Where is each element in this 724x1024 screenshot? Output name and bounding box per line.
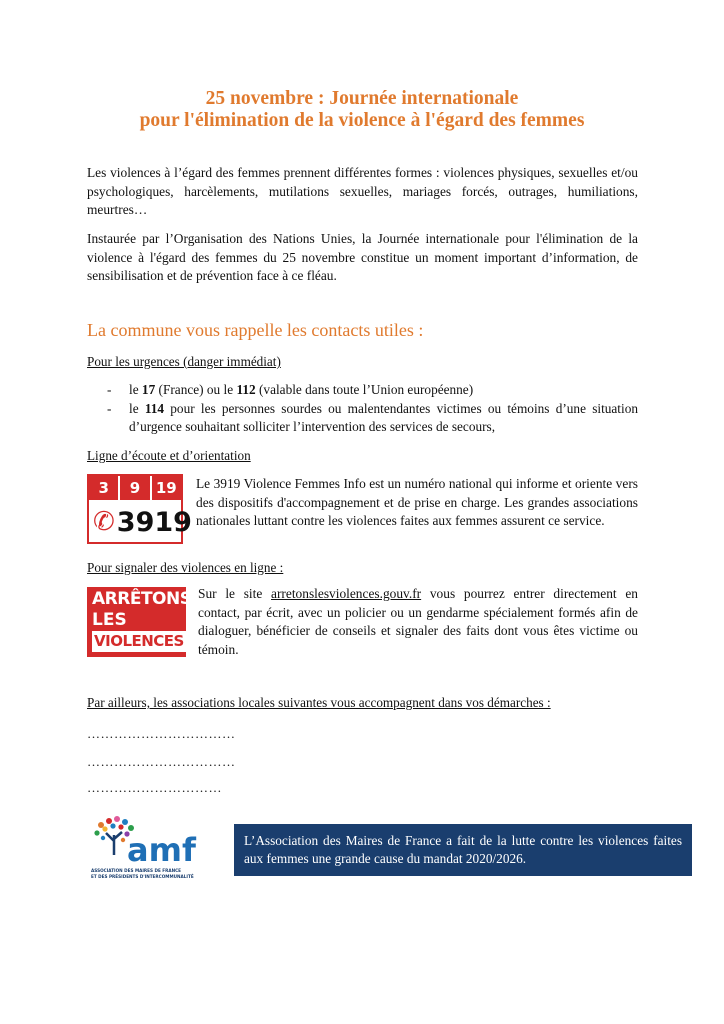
title-line-2: pour l'élimination de la violence à l'égard des femmes (139, 110, 585, 131)
associations-label: Par ailleurs, les associations locales suivantes vous accompagnent dans vos démarches : (87, 695, 551, 710)
association-placeholder-3: ………………………… (87, 780, 222, 795)
signaler-text: Sur le site arretonslesviolences.gouv.fr vous pourrez entrer directement en contact, par écrit, avec un policier ou un gendarme spécialement formés afin de dialoguer, bénéficier de conseils et signaler des faits dont vous êtes victime ou témoin. (198, 586, 638, 657)
list-item: - le 114 pour les personnes sourdes ou malentendantes victimes ou témoins d’une situation d’urgence souhaitant solliciter l’intervention des services de secours, (107, 400, 638, 435)
amf-info-box: L’Association des Maires de France a fait de la lutte contre les violences faites aux femmes une grande cause du mandat 2020/2026. (234, 824, 692, 876)
svg-text:ET DES PRÉSIDENTS D'INTERCOMMU: ET DES PRÉSIDENTS D'INTERCOMMUNALITÉ (91, 874, 194, 879)
number-114: 114 (144, 400, 165, 416)
title-line-1: 25 novembre : Journée internationale (205, 88, 519, 109)
page-title (0, 88, 724, 132)
logo-3919: 3 9 19 ✆ 3919 (87, 474, 183, 544)
signaler-label: Pour signaler des violences en ligne : (87, 560, 284, 575)
logo-arretons-les-violences: ARRÊTONS LES VIOLENCES (87, 587, 186, 657)
svg-text:ASSOCIATION DES MAIRES DE FRAN: ASSOCIATION DES MAIRES DE FRANCE (91, 868, 182, 873)
amf-logo-graphic (87, 813, 223, 883)
signaler-site-link[interactable]: arretonslesviolences.gouv.fr (271, 586, 422, 601)
contacts-heading: La commune vous rappelle les contacts utiles : (87, 320, 424, 340)
urgences-label: Pour les urgences (danger immédiat) (87, 354, 281, 369)
association-placeholder-1: …………………………… (87, 726, 236, 741)
ecoute-text: Le 3919 Violence Femmes Info est un numéro national qui informe et oriente vers des dispositifs d'accompagnement et de prise en charge. Les grandes associations nationales luttant contre les violences faites aux femmes assurent ce service. (196, 476, 638, 529)
number-112: 112 (236, 382, 256, 397)
number-17: 17 (141, 382, 156, 397)
intro-paragraph-2: Instaurée par l’Organisation des Nations Unies, la Journée internationale pour l'élimination de la violence à l'égard des femmes du 25 novembre constitue un moment important d’information, de sensibilisation et de prévention face à ce fléau. (87, 231, 638, 284)
list-item: - le 17 (France) ou le 112 (valable dans toute l’Union européenne) (107, 382, 474, 397)
svg-text:amf: amf (127, 831, 196, 869)
urgences-list (87, 381, 638, 437)
ecoute-label: Ligne d’écoute et d’orientation (87, 448, 251, 463)
amf-logo (87, 813, 223, 883)
phone-icon: ✆ (93, 507, 115, 537)
intro-paragraph-1: Les violences à l’égard des femmes prennent différentes formes : violences physiques, sexuelles et/ou psychologiques, harcèlements, mutilations sexuelles, mariages forcés, outrages, humiliations, meurtres… (87, 165, 638, 218)
association-placeholder-2: …………………………… (87, 754, 236, 769)
